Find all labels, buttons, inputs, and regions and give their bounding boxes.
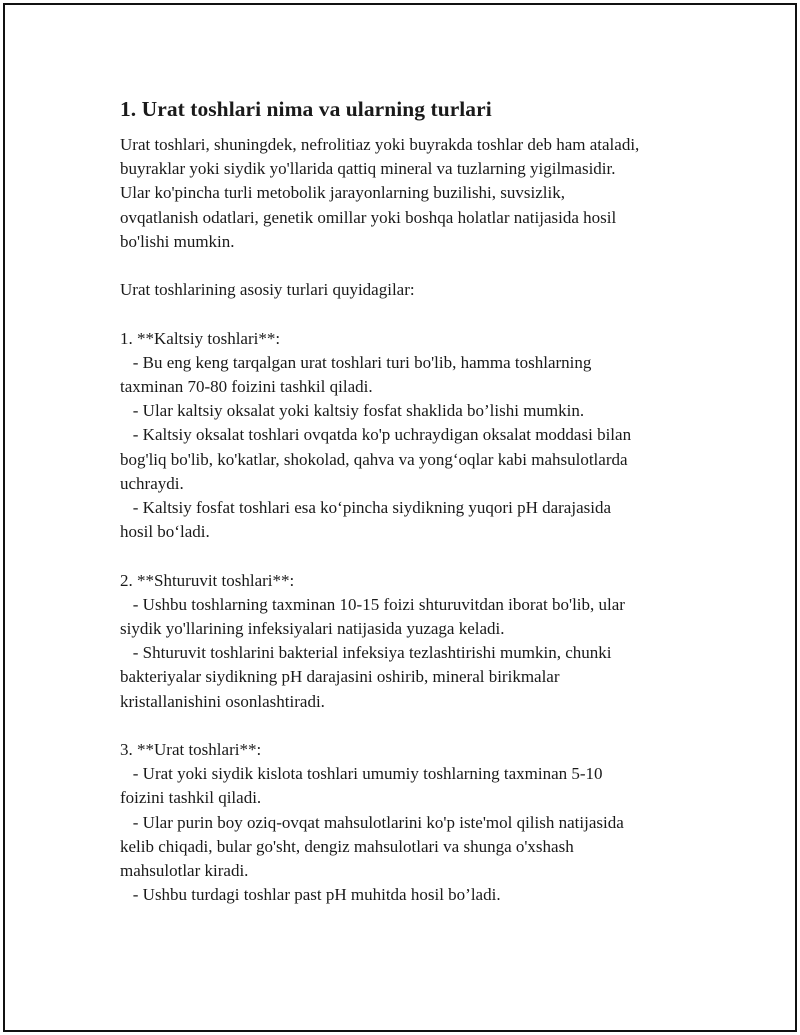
- list-section-urat: [120, 738, 720, 907]
- list-line: - Kaltsiy oksalat toshlari ovqatda ko'p uchraydigan oksalat moddasi bilan: [120, 425, 632, 445]
- list-line: - Kaltsiy fosfat toshlari esa ko‘pincha siydikning yuqori pH darajasida: [120, 498, 611, 518]
- list-line: - Ular kaltsiy oksalat yoki kaltsiy fosfat shaklida bo’lishi mumkin.: [120, 401, 585, 421]
- list-section-title: 1. **Kaltsiy toshlari**:: [120, 328, 281, 348]
- list-line: - Urat yoki siydik kislota toshlari umumiy toshlarning taxminan 5-10: [120, 764, 603, 784]
- paragraph-gap: [120, 544, 720, 568]
- list-line: taxminan 70-80 foizini tashkil qiladi.: [120, 377, 373, 396]
- list-section-shturuvit: [120, 569, 720, 714]
- list-line: kristallanishini osonlashtiradi.: [120, 691, 325, 711]
- intro-line: Ular ko'pincha turli metobolik jarayonlarning buzilishi, suvsizlik,: [120, 183, 565, 203]
- list-line: siydik yo'llarining infeksiyalari natijasida yuzaga keladi.: [120, 619, 505, 639]
- list-line: - Ushbu toshlarning taxminan 10-15 foizi shturuvitdan iborat bo'lib, ular: [120, 594, 625, 614]
- list-line: bog'liq bo'lib, ko'katlar, shokolad, qahva va yong‘oqlar kabi mahsulotlarda: [120, 449, 628, 469]
- list-line: bakteriyalar siydikning pH darajasini oshirib, mineral birikmalar: [120, 667, 560, 687]
- list-line: foizini tashkil qiladi.: [120, 788, 262, 808]
- list-section-title: 3. **Urat toshlari**:: [120, 740, 262, 760]
- intro-line: Urat toshlari, shuningdek, nefrolitiaz yoki buyrakda toshlar deb ham ataladi,: [120, 135, 640, 154]
- page-frame: [3, 3, 797, 1032]
- list-line: hosil bo‘ladi.: [120, 522, 210, 542]
- list-section-title: 2. **Shturuvit toshlari**:: [120, 570, 295, 590]
- list-line: - Ushbu turdagi toshlar past pH muhitda hosil bo’ladi.: [120, 885, 501, 905]
- list-line: - Shturuvit toshlarini bakterial infeksiya tezlashtirishi mumkin, chunki: [120, 643, 612, 663]
- intro-line: ovqatlanish odatlari, genetik omillar yoki boshqa holatlar natijasida hosil: [120, 207, 617, 227]
- list-line: - Ular purin boy oziq-ovqat mahsulotlarini ko'p iste'mol qilish natijasida: [120, 812, 624, 832]
- list-section-kaltsiy: [120, 327, 720, 545]
- paragraph-gap: [120, 714, 720, 738]
- list-line: uchraydi.: [120, 473, 184, 493]
- section-heading: 1. Urat toshlari nima va ularning turlari: [120, 97, 492, 121]
- intro-paragraph: [120, 133, 720, 254]
- intro-line: bo'lishi mumkin.: [120, 231, 235, 251]
- list-line: kelib chiqadi, bular go'sht, dengiz mahsulotlari va shunga o'xshash: [120, 836, 574, 856]
- types-intro: Urat toshlarining asosiy turlari quyidagilar:: [120, 280, 415, 300]
- paragraph-gap: [120, 254, 720, 278]
- intro-line: buyraklar yoki siydik yo'llarida qattiq mineral va tuzlarning yigilmasidir.: [120, 159, 616, 179]
- paragraph-gap: [120, 302, 720, 326]
- document-body: [120, 95, 720, 907]
- list-line: - Bu eng keng tarqalgan urat toshlari turi bo'lib, hamma toshlarning: [120, 352, 592, 372]
- list-line: mahsulotlar kiradi.: [120, 861, 249, 881]
